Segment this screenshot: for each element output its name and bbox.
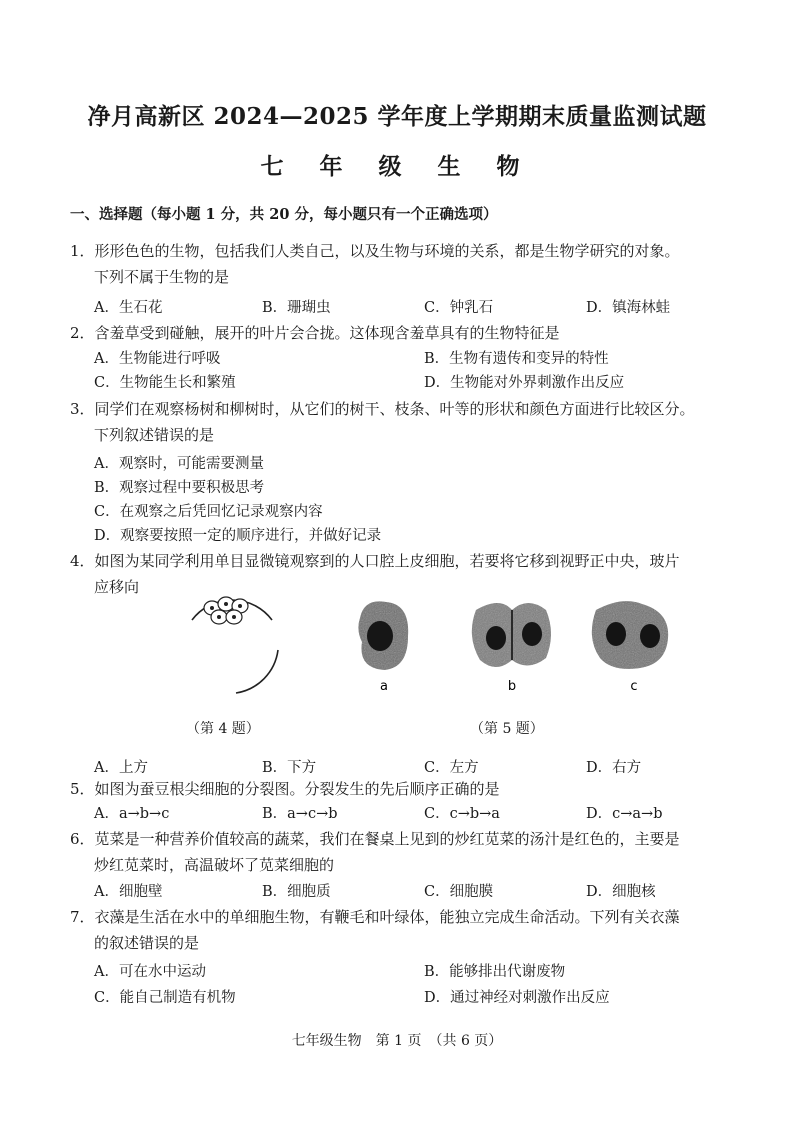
q3-option-a: A．观察时，可能需要测量 (94, 456, 264, 472)
q1-stem-line1: 1．形形色色的生物，包括我们人类自己，以及生物与环境的关系，都是生物学研究的对象。 (70, 242, 680, 260)
figure-4-microscope-field (180, 590, 290, 700)
q5-option-c: C．c→b→a (424, 806, 500, 822)
cell-b-label: b (507, 679, 517, 694)
q7-option-c: C．能自己制造有机物 (94, 990, 236, 1006)
q4-stem-line1: 4．如图为某同学利用单目显微镜观察到的人口腔上皮细胞，若要将它移到视野正中央，玻片 (70, 552, 680, 570)
q4-option-c: C．左方 (424, 760, 479, 776)
q6-option-b: B．细胞质 (262, 884, 331, 900)
q3-option-d: D．观察要按照一定的顺序进行，并做好记录 (94, 528, 382, 544)
q2-option-d: D．生物能对外界刺激作出反应 (424, 375, 625, 391)
q5-option-d: D．c→a→b (586, 806, 663, 822)
q6-stem-line2: 炒红苋菜时，高温破坏了苋菜细胞的 (94, 856, 335, 874)
q5-option-b: B．a→c→b (262, 806, 338, 822)
q1-option-c: C．钟乳石 (424, 300, 494, 316)
q4-option-a: A．上方 (94, 760, 148, 776)
cell-b-image (472, 603, 551, 667)
q2-option-b: B．生物有遗传和变异的特性 (424, 351, 609, 367)
q4-option-b: B．下方 (262, 760, 317, 776)
q4-option-d: D．右方 (586, 760, 642, 776)
exam-subtitle: 七 年 级 生 物 (260, 153, 534, 180)
q7-option-d: D．通过神经对刺激作出反应 (424, 990, 610, 1006)
q3-stem-line2: 下列叙述错误的是 (94, 426, 215, 444)
q7-option-b: B．能够排出代谢废物 (424, 964, 566, 980)
cell-a-image (358, 601, 408, 670)
q1-option-a: A．生石花 (94, 300, 163, 316)
q2-option-a: A．生物能进行呼吸 (94, 351, 221, 367)
q5-stem-line1: 5．如图为蚕豆根尖细胞的分裂图。分裂发生的先后顺序正确的是 (70, 780, 500, 798)
q3-option-c: C．在观察之后凭回忆记录观察内容 (94, 504, 323, 520)
cell-c-label: c (630, 679, 638, 694)
q7-stem-line2: 的叙述错误的是 (94, 934, 200, 952)
q3-stem-line1: 3．同学们在观察杨树和柳树时，从它们的树干、枝条、叶等的形状和颜色方面进行比较区分。 (70, 400, 695, 418)
figure-5-caption: （第 5 题） (470, 721, 544, 737)
figure-4-caption: （第 4 题） (186, 721, 260, 737)
q2-option-c: C．生物能生长和繁殖 (94, 375, 236, 391)
q4-stem-line2: 应移向 (94, 578, 140, 596)
q7-option-a: A．可在水中运动 (94, 964, 206, 980)
q5-option-a: A．a→b→c (94, 806, 170, 822)
cell-a-label: a (380, 679, 388, 694)
q7-stem-line1: 7．衣藻是生活在水中的单细胞生物，有鞭毛和叶绿体，能独立完成生命活动。下列有关衣藻 (70, 908, 680, 926)
epithelial-cell-cluster (204, 597, 248, 624)
q6-option-a: A．细胞壁 (94, 884, 163, 900)
q3-option-b: B．观察过程中要积极思考 (94, 480, 265, 496)
q2-stem-line1: 2．含羞草受到碰触，展开的叶片会合拢。这体现含羞草具有的生物特征是 (70, 324, 560, 342)
q6-option-d: D．细胞核 (586, 884, 656, 900)
q6-option-c: C．细胞膜 (424, 884, 494, 900)
q6-stem-line1: 6．苋菜是一种营养价值较高的蔬菜，我们在餐桌上见到的炒红苋菜的汤汁是红色的，主要是 (70, 830, 680, 848)
q1-option-d: D．镇海林蛙 (586, 300, 671, 316)
page-footer: 七年级生物 第 1 页 （共 6 页） (291, 1033, 503, 1049)
exam-title: 净月高新区 2024—2025 学年度上学期期末质量监测试题 (87, 103, 707, 130)
cell-c-image (592, 601, 668, 669)
q1-option-b: B．珊瑚虫 (262, 300, 331, 316)
q1-stem-line2: 下列不属于生物的是 (94, 268, 230, 286)
figure-5-cell-division (350, 598, 680, 698)
section-heading: 一、选择题（每小题 1 分，共 20 分，每小题只有一个正确选项） (70, 206, 498, 223)
